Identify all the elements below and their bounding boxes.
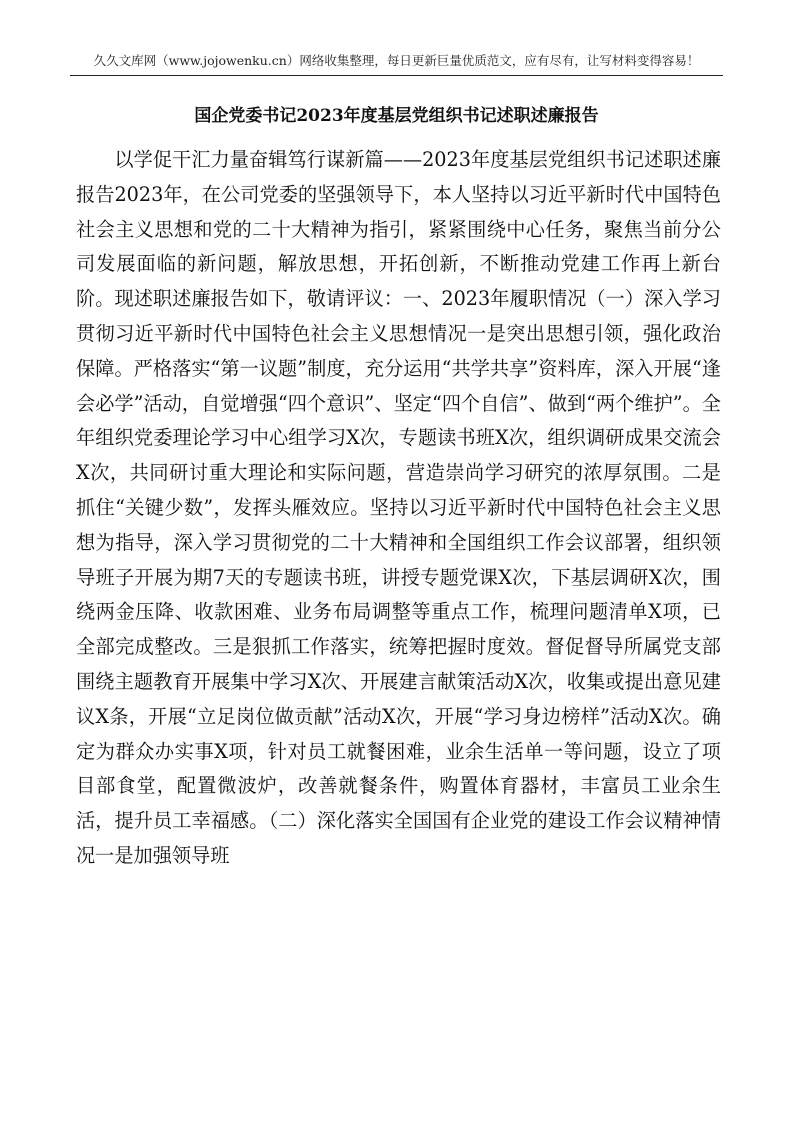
document-body-paragraph: 以学促干汇力量奋辑笃行谋新篇——2023年度基层党组织书记述职述廉报告2023年，在公司党委的坚强领导下，本人坚持以习近平新时代中国特色社会主义思想和党的二十大精神为指引，紧紧围绕中心任务，聚焦当前分公司发展面临的新问题，解放思想，开拓创新，不断推动党建工作再上新台阶。现述职述廉报告如下，敬请评议：一、2023年履职情况（一）深入学习贯彻习近平新时代中国特色社会主义思想情况一是突出思想引领，强化政治保障。严格落实“第一议题”制度，充分运用“共学共享”资料库，深入开展“逢会必学”活动，自觉增强“四个意识”、坚定“四个自信”、做到“两个维护”。全年组织党委理论学习中心组学习X次，专题读书班X次，组织调研成果交流会X次，共同研讨重大理论和实际问题，营造崇尚学习研究的浓厚氛围。二是抓住“关键少数”，发挥头雁效应。坚持以习近平新时代中国特色社会主义思想为指导，深入学习贯彻党的二十大精神和全国组织工作会议部署，组织领导班子开展为期7天的专题读书班，讲授专题党课X次，下基层调研X次，围绕两金压降、收款困难、业务布局调整等重点工作，梳理问题清单X项，已全部完成整改。三是狠抓工作落实，统筹把握时度效。督促督导所属党支部围绕主题教育开展集中学习X次、开展建言献策活动X次，收集或提出意见建议X条，开展“立足岗位做贡献”活动X次，开展“学习身边榜样”活动X次。确定为群众办实事X项，针对员工就餐困难，业余生活单一等问题，设立了项目部食堂，配置微波炉，改善就餐条件，购置体育器材，丰富员工业余生活，提升员工幸福感。（二）深化落实全国国有企业党的建设工作会议精神情况一是加强领导班 [76, 148, 721, 867]
header-divider [70, 75, 723, 76]
page-header: 久久文库网（www.jojowenku.cn）网络收集整理，每日更新巨量优质范文，应有尽有，让写材料变得容易！ [93, 53, 700, 68]
document-title: 国企党委书记2023年度基层党组织书记述职述廉报告 [194, 106, 599, 126]
